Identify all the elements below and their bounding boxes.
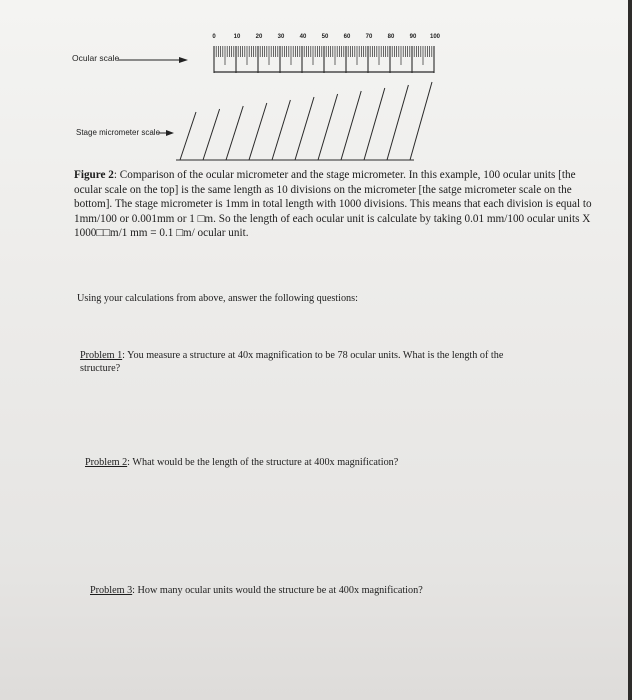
figure-caption-text: : Comparison of the ocular micrometer and the stage micrometer. In this example, 100 ocular units [the ocular scale on the top] is the same length as 10 divisions on the micrometer [the satge micrometer scale on the bottom]. The stage micrometer is 1mm in total length with 1000 divisions. This means that each division is equal to 1mm/100 or 0.001mm or 1 □m. So the length of each ocular unit is calculate by taking 0.01 mm/100 ocular units X 1000□□m/1 mm = 0.1 □m/ ocular unit. <box>74 169 592 240</box>
ocular-number-label: 60 <box>343 34 351 40</box>
problem-2-text: : What would be the length of the structure at 400x magnification? <box>127 457 399 468</box>
stage-division-tick <box>272 100 290 160</box>
ocular-number-label: 100 <box>429 34 441 40</box>
ocular-number-label: 10 <box>233 34 241 40</box>
stage-arrow-head <box>166 130 174 136</box>
ocular-number-label: 70 <box>365 34 373 40</box>
ocular-scale-numbers <box>212 34 440 40</box>
stage-division-tick <box>226 106 243 160</box>
problem-2-title: Problem 2 <box>85 457 128 468</box>
figure-label: Figure 2 <box>74 169 114 181</box>
stage-division-tick <box>341 91 361 160</box>
ocular-arrow-head <box>179 57 188 63</box>
stage-division-tick <box>364 88 385 160</box>
problem-1-title: Problem 1 <box>80 350 123 361</box>
ocular-number-label: 30 <box>277 34 285 40</box>
ocular-number-label: 50 <box>321 34 329 40</box>
ocular-number-label: 80 <box>387 34 395 40</box>
problem-2 <box>85 457 398 468</box>
problem-1 <box>80 349 530 375</box>
ocular-number-label: 90 <box>409 34 417 40</box>
ocular-scale-ticks <box>214 46 434 73</box>
stage-division-tick <box>203 109 220 160</box>
problem-3 <box>90 585 423 596</box>
stage-division-tick <box>318 94 338 160</box>
stage-micrometer-ticks <box>176 82 432 160</box>
stage-division-tick <box>180 112 196 160</box>
micrometer-diagram <box>0 0 632 170</box>
figure-caption <box>74 168 594 241</box>
ocular-number-label: 20 <box>255 34 263 40</box>
stage-division-tick <box>249 103 267 160</box>
problem-1-text: : You measure a structure at 40x magnification to be 78 ocular units. What is the length of the structure? <box>80 350 504 374</box>
problem-3-title: Problem 3 <box>90 585 133 596</box>
ocular-number-label: 40 <box>299 34 307 40</box>
stage-division-tick <box>410 82 432 160</box>
stage-division-tick <box>295 97 314 160</box>
problem-3-text: : How many ocular units would the structure be at 400x magnification? <box>132 585 423 596</box>
ocular-number-label: 0 <box>212 34 216 40</box>
ocular-scale-label: Ocular scale <box>72 53 120 63</box>
stage-division-tick <box>387 85 408 160</box>
instructions-text: Using your calculations from above, answer the following questions: <box>77 293 358 304</box>
stage-micrometer-label: Stage micrometer scale <box>76 128 161 137</box>
